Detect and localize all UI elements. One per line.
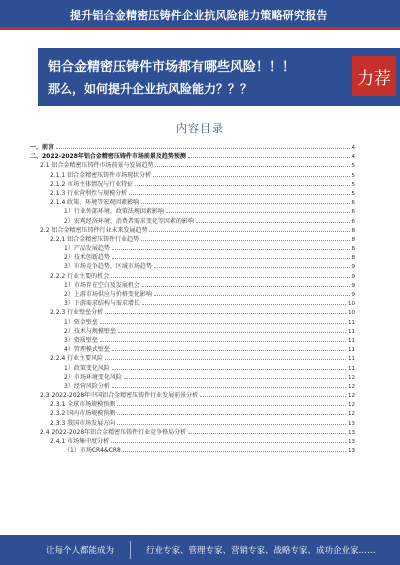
toc-entry[interactable]	[30, 152, 355, 161]
toc-leader-dots	[112, 253, 350, 259]
toc-entry[interactable]	[30, 391, 355, 400]
toc-entry-page: 11	[348, 337, 355, 344]
toc-entry[interactable]	[30, 446, 355, 455]
toc-entry-page: 11	[348, 319, 355, 326]
toc-entry-page: 5	[351, 163, 355, 170]
toc-entry-page: 6	[351, 209, 355, 216]
toc-leader-dots	[154, 262, 350, 268]
toc-entry-label: 2.3.1 全球市场规模预测	[50, 401, 116, 409]
toc-leader-dots	[142, 299, 346, 305]
toc-leader-dots	[124, 373, 346, 379]
toc-entry-label: 2.2.2 行业主要的机会	[50, 272, 110, 280]
toc-entry[interactable]	[30, 189, 355, 198]
toc-entry[interactable]	[30, 180, 355, 189]
toc-entry[interactable]	[30, 198, 355, 207]
toc-entry[interactable]	[30, 419, 355, 428]
toc-entry-page: 12	[348, 402, 355, 409]
toc-entry-page: 13	[348, 420, 355, 427]
toc-leader-dots	[111, 437, 346, 443]
toc-entry[interactable]	[30, 345, 355, 354]
toc-leader-dots	[112, 244, 350, 250]
toc-entry[interactable]	[30, 262, 355, 271]
toc-entry-page: 13	[348, 429, 355, 436]
toc-entry-label: 3）下游需求结构与需求增长	[64, 300, 140, 308]
toc-entry-label: 4）管理模式壁垒	[64, 346, 110, 354]
toc-entry-page: 11	[348, 328, 355, 335]
toc-entry[interactable]	[30, 171, 355, 180]
toc-entry-page: 12	[348, 374, 355, 381]
toc-entry[interactable]	[30, 281, 355, 290]
report-title: 提升铝合金精密压铸件企业抗风险能力策略研究报告	[70, 9, 328, 22]
table-of-contents	[30, 143, 355, 455]
toc-entry[interactable]	[30, 207, 355, 216]
toc-entry-page: 13	[348, 448, 355, 455]
toc-entry-label: 2）市场环境变化风险	[64, 373, 122, 381]
toc-entry[interactable]	[30, 327, 355, 336]
toc-entry-page: 9	[351, 264, 355, 271]
toc-leader-dots	[112, 382, 346, 388]
toc-entry-label: 2.1 铝合金精密压铸件市场前景与发展趋势	[40, 162, 154, 170]
toc-leader-dots	[154, 290, 350, 296]
toc-entry-label: 2.1.1 铝合金精密压铸件市场现状分析	[50, 171, 152, 179]
footer-slogan: 让每个人都能成为	[46, 546, 115, 556]
toc-entry[interactable]	[30, 217, 355, 226]
toc-entry-label: 2.1.2 市场主体情况与行业特征	[50, 180, 134, 188]
toc-leader-dots	[141, 198, 349, 204]
toc-entry-page: 6	[351, 218, 355, 225]
toc-entry-page: 12	[348, 411, 355, 418]
toc-entry-page: 9	[351, 282, 355, 289]
toc-leader-dots	[141, 235, 349, 241]
toc-entry[interactable]	[30, 428, 355, 437]
toc-leader-dots	[188, 152, 350, 158]
banner-headline: 铝合金精密压铸件市场都有哪些风险！！！	[48, 60, 296, 75]
promo-banner	[38, 48, 400, 106]
toc-entry-label: 2.4 2022-2028年铝合金精密压铸件行业竞争格局分析	[40, 428, 187, 436]
toc-entry-label: 2.3 2022-2028年中国铝合金精密压铸件行业发展前景分析	[40, 392, 199, 400]
toc-leader-dots	[196, 217, 350, 223]
toc-entry-label: 2.1.4 政策、环境等宏观因素影响	[50, 199, 140, 207]
toc-leader-dots	[100, 318, 346, 324]
recommend-badge: 力荐	[352, 56, 396, 96]
toc-leader-dots	[166, 207, 350, 213]
toc-entry-label: （1）市场CR4&CR8	[64, 447, 121, 455]
toc-entry[interactable]	[30, 253, 355, 262]
toc-entry-page: 5	[351, 190, 355, 197]
toc-leader-dots	[117, 400, 346, 406]
toc-leader-dots	[117, 409, 346, 415]
toc-entry[interactable]	[30, 400, 355, 409]
toc-leader-dots	[142, 281, 350, 287]
toc-entry-page: 8	[351, 246, 355, 253]
toc-leader-dots	[112, 364, 346, 370]
toc-leader-dots	[129, 189, 349, 195]
toc-entry[interactable]	[30, 437, 355, 446]
toc-entry[interactable]	[30, 354, 355, 363]
toc-entry[interactable]	[30, 235, 355, 244]
toc-entry-label: 3）资质壁垒	[64, 336, 98, 344]
toc-entry-page: 4	[351, 154, 355, 161]
toc-leader-dots	[188, 428, 346, 434]
toc-entry[interactable]	[30, 308, 355, 317]
toc-entry-page: 8	[351, 227, 355, 234]
toc-entry-page: 12	[348, 393, 355, 400]
toc-entry-page: 11	[348, 365, 355, 372]
toc-entry[interactable]	[30, 336, 355, 345]
toc-leader-dots	[112, 345, 346, 351]
toc-entry-label: 1）市场存在空白及发展机会	[64, 281, 140, 289]
toc-leader-dots	[111, 272, 349, 278]
toc-heading: 内容目录	[176, 122, 224, 135]
toc-entry-label: 1）行业外部环境、政策法规因素影响	[64, 208, 164, 216]
toc-entry-page: 11	[348, 356, 355, 363]
toc-entry-label: 1）产品发展趋势	[64, 245, 110, 253]
toc-entry-page: 13	[348, 439, 355, 445]
toc-entry-page: 10	[348, 310, 355, 317]
toc-entry-label: 2）技术创新趋势	[64, 254, 110, 262]
toc-entry-label: 2.2.4 行业主要风险	[50, 355, 104, 363]
toc-entry-page: 5	[351, 172, 355, 179]
toc-entry-label: 1）政策变化风险	[64, 364, 110, 372]
toc-entry-page: 8	[351, 255, 355, 262]
toc-entry[interactable]	[30, 272, 355, 281]
toc-entry-label: 2.1.3 行业营利性与规模分析	[50, 189, 128, 197]
toc-entry-page: 10	[348, 301, 355, 308]
footer-divider	[130, 541, 131, 559]
toc-leader-dots	[135, 180, 349, 186]
toc-entry-label: 2）技术与规模壁垒	[64, 327, 116, 335]
toc-leader-dots	[118, 327, 346, 333]
top-header-bar	[0, 0, 400, 30]
toc-entry-label: 2.3.3 我国市场发展方向	[50, 419, 116, 427]
toc-entry[interactable]	[30, 318, 355, 327]
toc-entry-label: 3）经营风险分析	[64, 382, 110, 390]
toc-leader-dots	[105, 308, 346, 314]
toc-entry-page: 5	[351, 181, 355, 188]
toc-entry[interactable]	[30, 143, 355, 152]
banner-subheadline: 那么，如何提升企业抗风险能力？？？	[48, 82, 253, 96]
toc-entry-label: 2.2.1 铝合金精密压铸件行业趋势	[50, 235, 140, 243]
toc-leader-dots	[117, 419, 346, 425]
toc-leader-dots	[155, 161, 349, 167]
toc-entry-label: 2）宏观经济环境、消费者需求变化等因素的影响	[64, 217, 194, 225]
toc-leader-dots	[153, 171, 349, 177]
toc-entry-page: 8	[351, 236, 355, 243]
toc-entry[interactable]	[30, 364, 355, 373]
toc-entry-label: 1）资金壁垒	[64, 318, 98, 326]
toc-entry-page: 12	[348, 383, 355, 390]
toc-entry-page: 6	[351, 200, 355, 207]
toc-leader-dots	[200, 391, 346, 397]
toc-leader-dots	[105, 354, 346, 360]
footer-bar	[0, 535, 400, 565]
toc-entry[interactable]	[30, 299, 355, 308]
toc-leader-dots	[149, 226, 349, 232]
toc-entry-label: 2.2 铝合金精密压铸件行业未来发展趋势	[40, 226, 148, 234]
toc-leader-dots	[56, 143, 349, 149]
toc-entry-page: 9	[351, 292, 355, 298]
toc-entry[interactable]	[30, 373, 355, 382]
toc-entry-page: 9	[351, 273, 355, 280]
toc-entry[interactable]	[30, 161, 355, 170]
toc-entry-label: 2.4.1 市场集中度分析	[50, 438, 110, 445]
toc-leader-dots	[123, 446, 346, 452]
toc-entry[interactable]	[30, 244, 355, 253]
toc-entry-label: 3）市场竞争趋势、区域市场趋势	[64, 263, 152, 271]
footer-roles: 行业专家、管理专家、营销专家、战略专家、成功企业家……	[146, 546, 376, 556]
toc-entry-label: 2.2.3 行业壁垒分析	[50, 309, 104, 317]
toc-entry[interactable]	[30, 382, 355, 391]
toc-entry-page: 4	[351, 145, 355, 151]
toc-entry[interactable]	[30, 226, 355, 235]
toc-leader-dots	[100, 336, 346, 342]
toc-entry-page: 11	[348, 347, 355, 354]
toc-entry[interactable]	[30, 290, 355, 299]
toc-entry-label: 二、2022-2028年铝合金精密压铸件市场前景及趋势预测	[30, 153, 186, 161]
toc-entry-label: 2.3.2 国内市场规模预测	[50, 410, 116, 418]
toc-entry[interactable]	[30, 409, 355, 418]
toc-entry-label: 2）上游市场供应与价格变化影响	[64, 291, 152, 298]
toc-entry-label: 一、前言	[30, 144, 55, 151]
